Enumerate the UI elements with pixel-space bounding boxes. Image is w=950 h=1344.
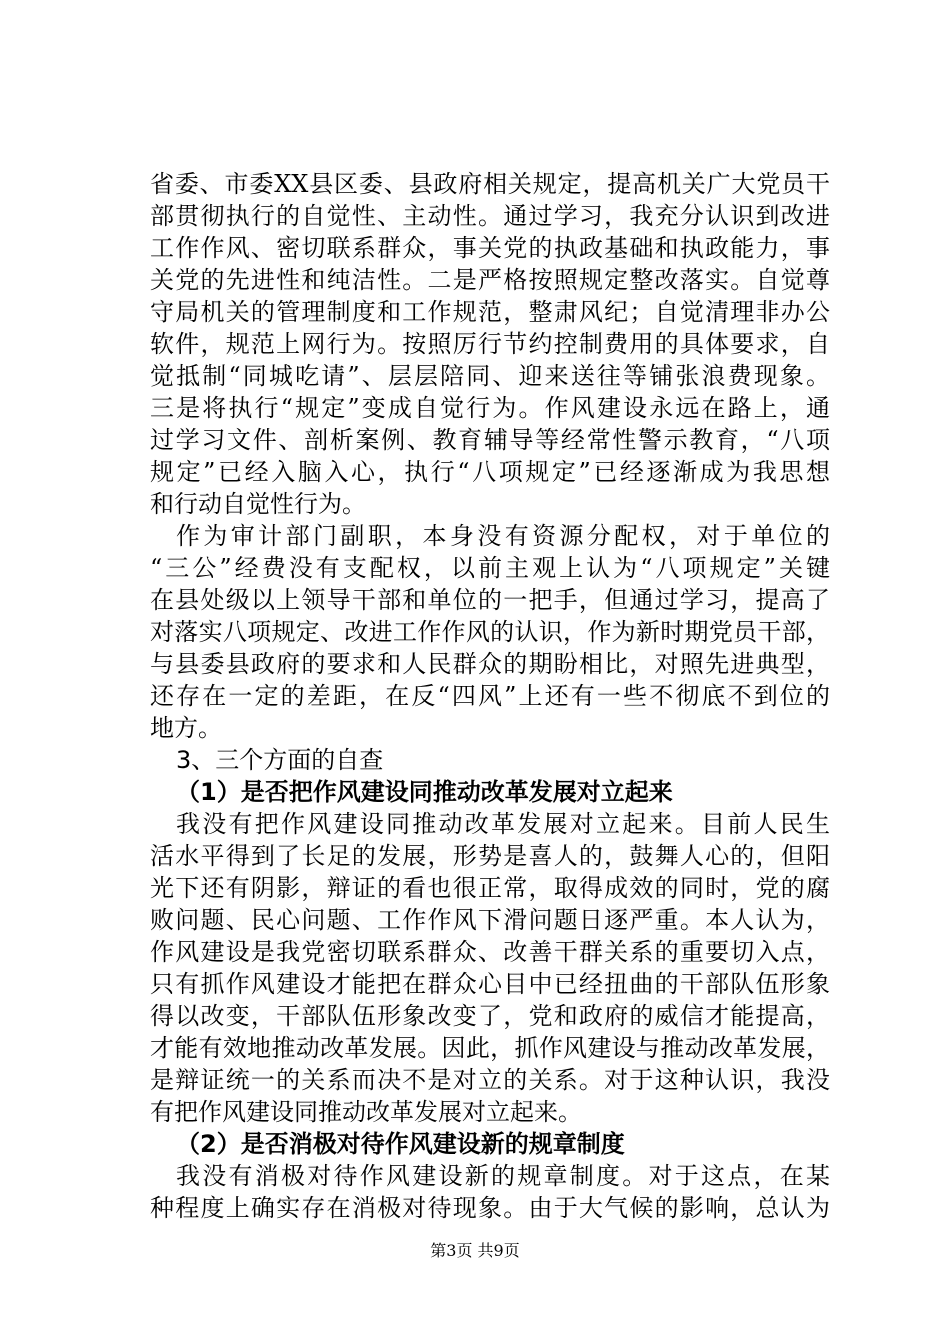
text-line: 地方。 [150, 714, 222, 742]
text-line: 在县处级以上领导干部和单位的一把手，但通过学习，提高了 [150, 586, 830, 614]
text-line: 我没有消极对待作风建设新的规章制度。对于这点，在某 [176, 1162, 830, 1190]
text-line: 省委、市委XX县区委、县政府相关规定，提高机关广大党员干 [150, 170, 830, 198]
text-line: 败问题、民心问题、工作作风下滑问题日逐严重。本人认为， [150, 906, 830, 934]
text-line: 只有抓作风建设才能把在群众心目中已经扭曲的干部队伍形象 [150, 970, 830, 998]
text-line: 和行动自觉性行为。 [150, 490, 366, 518]
subsection-heading-1: （1）是否把作风建设同推动改革发展对立起来 [176, 778, 673, 806]
text-line: 关党的先进性和纯洁性。二是严格按照规定整改落实。自觉尊 [150, 266, 830, 294]
text-line: 作为审计部门副职，本身没有资源分配权，对于单位的 [176, 522, 830, 550]
text-line: 光下还有阴影，辩证的看也很正常，取得成效的同时，党的腐 [150, 874, 830, 902]
text-line: 活水平得到了长足的发展，形势是喜人的，鼓舞人心的，但阳 [150, 842, 830, 870]
text-line: 作风建设是我党密切联系群众、改善干群关系的重要切入点， [150, 938, 830, 966]
text-line: 软件，规范上网行为。按照厉行节约控制费用的具体要求，自 [150, 330, 830, 358]
page-footer: 第3页 共9页 [430, 1241, 520, 1260]
text-line: 种程度上确实存在消极对待现象。由于大气候的影响，总认为 [150, 1194, 830, 1222]
text-line: 我没有把作风建设同推动改革发展对立起来。目前人民生 [176, 810, 830, 838]
text-line: 有把作风建设同推动改革发展对立起来。 [150, 1098, 582, 1126]
subsection-heading-2: （2）是否消极对待作风建设新的规章制度 [176, 1130, 625, 1158]
text-line: 得以改变，干部队伍形象改变了，党和政府的威信才能提高， [150, 1002, 830, 1030]
text-line: 守局机关的管理制度和工作规范，整肃风纪；自觉清理非办公 [150, 298, 830, 326]
text-line: 过学习文件、剖析案例、教育辅导等经常性警示教育，“八项 [150, 426, 830, 454]
text-line: 对落实八项规定、改进工作作风的认识，作为新时期党员干部， [150, 618, 830, 646]
text-line: 部贯彻执行的自觉性、主动性。通过学习，我充分认识到改进 [150, 202, 830, 230]
text-line: 是辩证统一的关系而决不是对立的关系。对于这种认识，我没 [150, 1066, 830, 1094]
text-line: 还存在一定的差距，在反“四风”上还有一些不彻底不到位的 [150, 682, 830, 710]
section-heading: 3、三个方面的自查 [176, 746, 384, 774]
text-line: “三公”经费没有支配权，以前主观上认为“八项规定”关键 [150, 554, 830, 582]
text-line: 觉抵制“同城吃请”、层层陪同、迎来送往等铺张浪费现象。 [150, 362, 830, 390]
text-line: 才能有效地推动改革发展。因此，抓作风建设与推动改革发展， [150, 1034, 830, 1062]
text-line: 规定”已经入脑入心，执行“八项规定”已经逐渐成为我思想 [150, 458, 830, 486]
text-line: 工作作风、密切联系群众，事关党的执政基础和执政能力，事 [150, 234, 830, 262]
text-line: 三是将执行“规定”变成自觉行为。作风建设永远在路上，通 [150, 394, 830, 422]
text-line: 与县委县政府的要求和人民群众的期盼相比，对照先进典型， [150, 650, 830, 678]
